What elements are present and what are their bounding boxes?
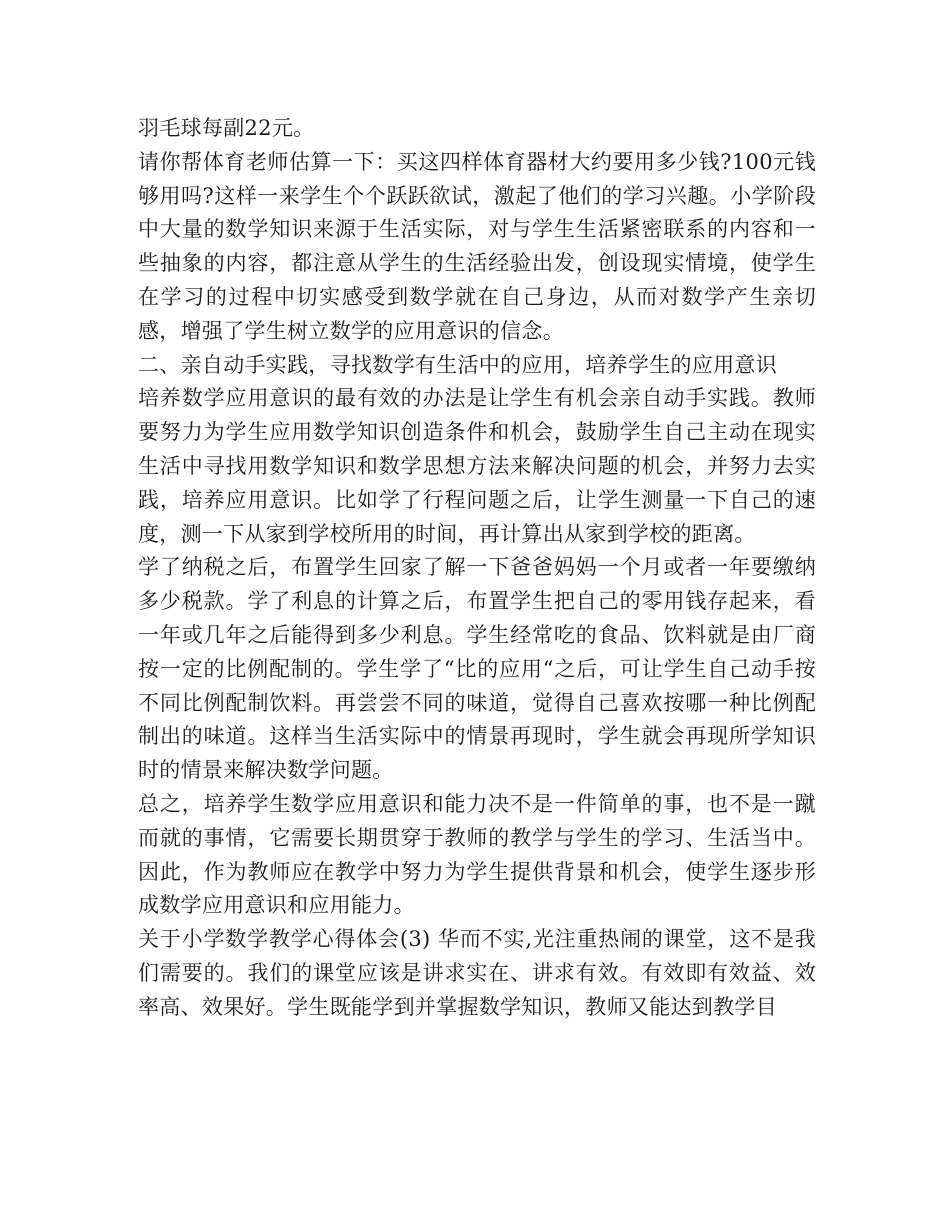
paragraph-estimate-cost: 请你帮体育老师估算一下：买这四样体育器材大约要用多少钱?100元钱够用吗?这样一来学生个个跃跃欲试，激起了他们的学习兴趣。小学阶段中大量的数学知识来源于生活实际，对与学生生活紧密联系的内容和一些抽象的内容，都注意从学生的生活经验出发，创设现实情境，使学生在学习的过程中切实感受到数学就在自己身边，从而对数学产生亲切感，增强了学生树立数学的应用意识的信念。 bbox=[138, 149, 816, 343]
paragraph-badminton-price: 羽毛球每副22元。 bbox=[138, 116, 315, 140]
paragraph-reflection-3: 关于小学数学教学心得体会(3) 华而不实,光注重热闹的课堂，这不是我们需要的。我们的课堂应该是讲求实在、讲求有效。有效即有效益、效率高、效果好。学生既能学到并掌握数学知识，教师又能达到教学目 bbox=[138, 927, 816, 1019]
document-body bbox=[138, 112, 816, 1025]
section-heading-hands-on-practice: 二、亲自动手实践，寻找数学有生活中的应用，培养学生的应用意识 bbox=[138, 352, 777, 377]
paragraph-tax-and-interest: 学了纳税之后，布置学生回家了解一下爸爸妈妈一个月或者一年要缴纳多少税款。学了利息的计算之后，布置学生把自己的零用钱存起来，看一年或几年之后能得到多少利息。学生经常吃的食品、饮料就是由厂商按一定的比例配制的。学生学了“比的应用“之后，可让学生自己动手按不同比例配制饮料。再尝尝不同的味道，觉得自己喜欢按哪一种比例配制出的味道。这样当生活实际中的情景再现时，学生就会再现所学知识时的情景来解决数学问题。 bbox=[138, 555, 816, 783]
paragraph-hands-on-practice: 培养数学应用意识的最有效的办法是让学生有机会亲自动手实践。教师要努力为学生应用数学知识创造条件和机会，鼓励学生自己主动在现实生活中寻找用数学知识和数学思想方法来解决问题的机会，并努力去实践，培养应用意识。比如学了行程问题之后，让学生测量一下自己的速度，测一下从家到学校所用的时间，再计算出从家到学校的距离。 bbox=[138, 386, 816, 546]
paragraph-conclusion: 总之，培养学生数学应用意识和能力决不是一件简单的事，也不是一蹴而就的事情，它需要长期贯穿于教师的教学与学生的学习、生活当中。因此，作为教师应在教学中努力为学生提供背景和机会，使学生逐步形成数学应用意识和应用能力。 bbox=[138, 791, 816, 918]
